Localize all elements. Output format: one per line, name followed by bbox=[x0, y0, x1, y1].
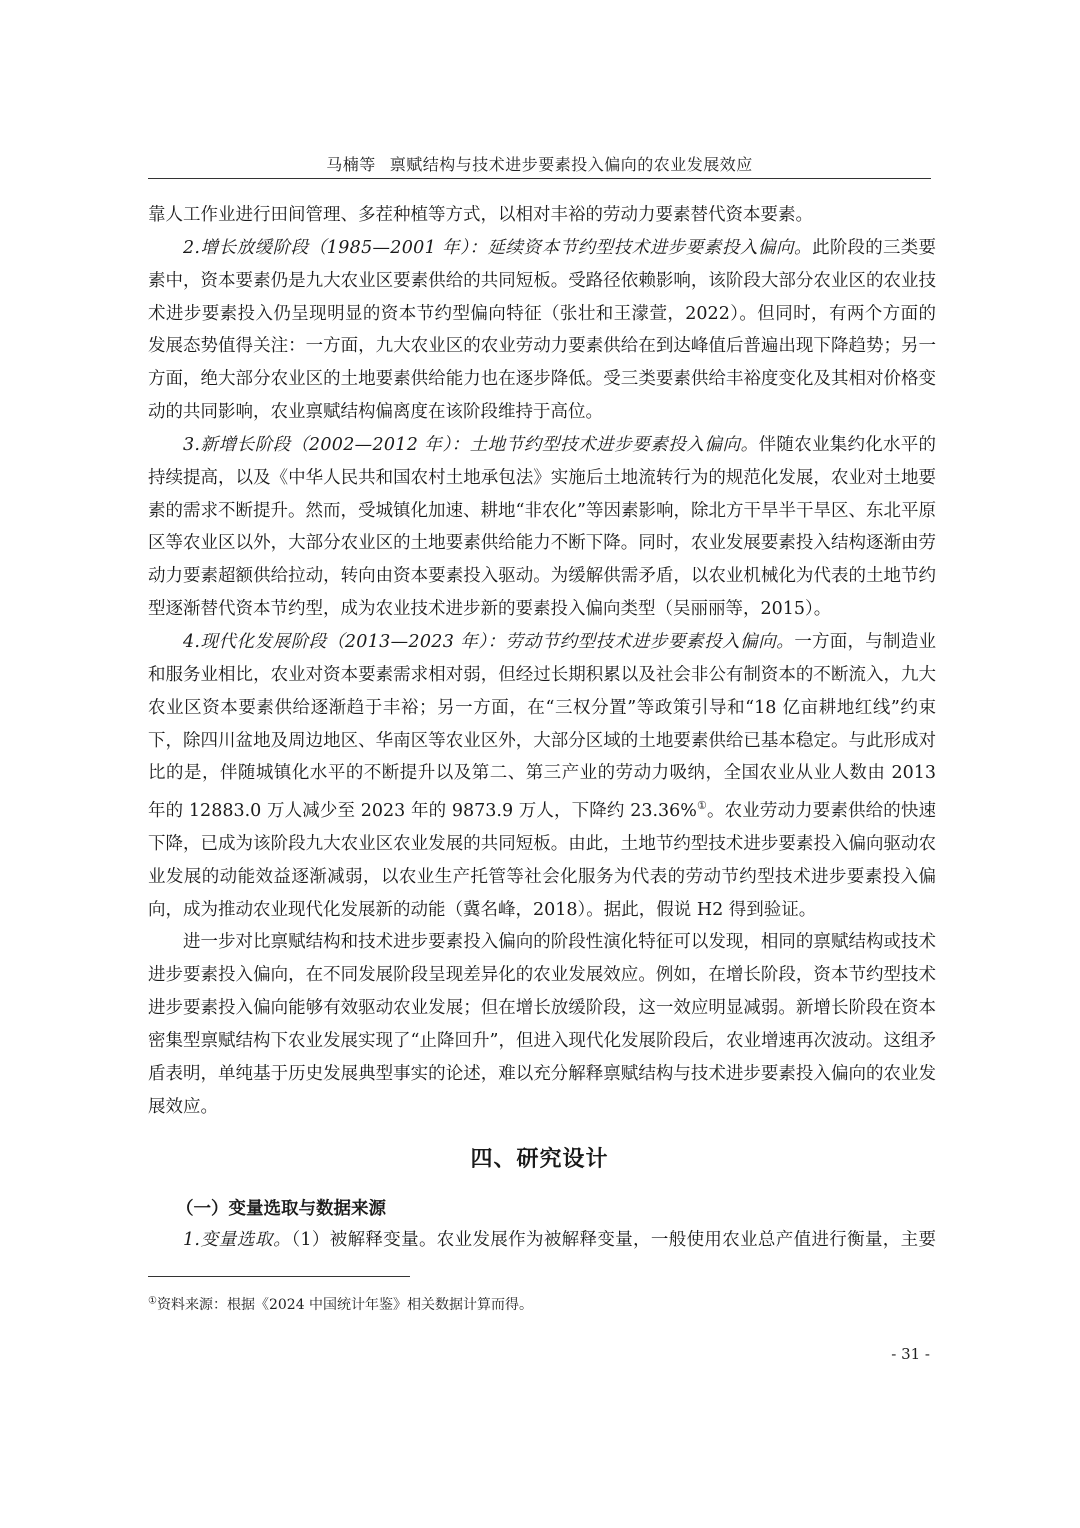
paragraph-comparison: 进一步对比禀赋结构和技术进步要素投入偏向的阶段性演化特征可以发现，相同的禀赋结构或技术进步要素投入偏向，在不同发展阶段呈现差异化的农业发展效应。例如，在增长阶段，资本节约型技术进步要素投入偏向能够有效驱动农业发展；但在增长放缓阶段，这一效应明显减弱。新增长阶段在资本密集型禀赋结构下农业发展实现了“止降回升”，但进入现代化发展阶段后，农业增速再次波动。这组矛盾表明，单纯基于历史发展典型事实的论述，难以充分解释禀赋结构与技术进步要素投入偏向的农业发展效应。 bbox=[148, 932, 936, 1117]
paragraph-stage-2 bbox=[148, 232, 936, 429]
header-authors: 马楠等 bbox=[326, 155, 376, 174]
footnote-rule bbox=[148, 1276, 410, 1277]
stage-2-lead: 2.增长放缓阶段（1985—2001 年）：延续资本节约型技术进步要素投入偏向。 bbox=[183, 237, 813, 258]
header-rule bbox=[148, 178, 931, 179]
body-text bbox=[148, 199, 936, 1123]
footnote-text: 资料来源：根据《2024 中国统计年鉴》相关数据计算而得。 bbox=[156, 1297, 534, 1313]
footnote-mark: ① bbox=[148, 1295, 157, 1307]
stage-3-lead: 3.新增长阶段（2002—2012 年）：土地节约型技术进步要素投入偏向。 bbox=[183, 434, 759, 455]
stage-3-text: 伴随农业集约化水平的持续提高，以及《中华人民共和国农村土地承包法》实施后土地流转行为的规范化发展，农业对土地要素的需求不断提升。然而，受城镇化加速、耕地“非农化”等因素影响，除北方干旱半干旱区、东北平原区等农业区以外，大部分农业区的土地要素供给能力不断下降。同时，农业发展要素投入结构逐渐由劳动力要素超额供给拉动，转向由资本要素投入驱动。为缓解供需矛盾，以农业机械化为代表的土地节约型逐渐替代资本节约型，成为农业技术进步新的要素投入偏向类型（吴丽丽等，2015）。 bbox=[148, 434, 936, 620]
stage-4-text-a: 一方面，与制造业和服务业相比，农业对资本要素需求相对弱，但经过长期积累以及社会非公有制资本的不断流入，九大农业区资本要素供给逐渐趋于丰裕；另一方面，在“三权分置”等政策引导和“18 亿亩耕地红线”约束下，除四川盆地及周边地区、华南区等农业区外，大部分区域的土地要素供给已基本稳定。与此形成对比的是，伴随城镇化水平的不断提升以及第二、第三产业的劳动力吸纳，全国农业从业人数由 2013 年的 12883.0 万人减少至 2023 年的 9873.9 万人，下降约 23.36% bbox=[148, 631, 937, 822]
footnote bbox=[148, 1294, 533, 1314]
stage-4-text-b: 。农业劳动力要素供给的快速下降，已成为该阶段九大农业区农业发展的共同短板。由此，土地节约型技术进步要素投入偏向驱动农业发展的动能效益逐渐减弱，以农业生产托管等社会化服务为代表的劳动节约型技术进步要素投入偏向，成为推动农业现代化发展新的动能（冀名峰，2018）。据此，假说 H2 得到验证。 bbox=[148, 801, 936, 920]
page-number: - 31 - bbox=[891, 1345, 930, 1363]
paragraph-stage-4 bbox=[148, 626, 936, 926]
header-title: 禀赋结构与技术进步要素投入偏向的农业发展效应 bbox=[389, 155, 753, 174]
stage-2-text: 此阶段的三类要素中，资本要素仍是九大农业区要素供给的共同短板。受路径依赖影响，该阶段大部分农业区的农业技术进步要素投入仍呈现明显的资本节约型偏向特征（张壮和王濛萱，2022）。但同时，有两个方面的发展态势值得关注：一方面，九大农业区的农业劳动力要素供给在到达峰值后普遍出现下降趋势；另一方面，绝大部分农业区的土地要素供给能力也在逐步降低。受三类要素供给丰裕度变化及其相对价格变动的共同影响，农业禀赋结构偏离度在该阶段维持于高位。 bbox=[148, 237, 936, 423]
variable-selection-text: （1）被解释变量。农业发展作为被解释变量，一般使用农业总产值进行衡量，主要 bbox=[291, 1230, 936, 1250]
footnote-reference[interactable]: ① bbox=[696, 799, 708, 813]
paragraph-stage-3 bbox=[148, 429, 936, 626]
subsection-title: （一）变量选取与数据来源 bbox=[176, 1199, 386, 1219]
section-title: 四、研究设计 bbox=[470, 1147, 609, 1172]
variable-selection-lead: 1.变量选取。 bbox=[183, 1230, 292, 1250]
running-header bbox=[148, 152, 931, 175]
paragraph-continuation: 靠人工作业进行田间管理、多茬种植等方式，以相对丰裕的劳动力要素替代资本要素。 bbox=[148, 205, 813, 225]
paragraph-variable-selection bbox=[148, 1224, 936, 1257]
stage-4-lead: 4.现代化发展阶段（2013—2023 年）：劳动节约型技术进步要素投入偏向。 bbox=[183, 631, 795, 652]
